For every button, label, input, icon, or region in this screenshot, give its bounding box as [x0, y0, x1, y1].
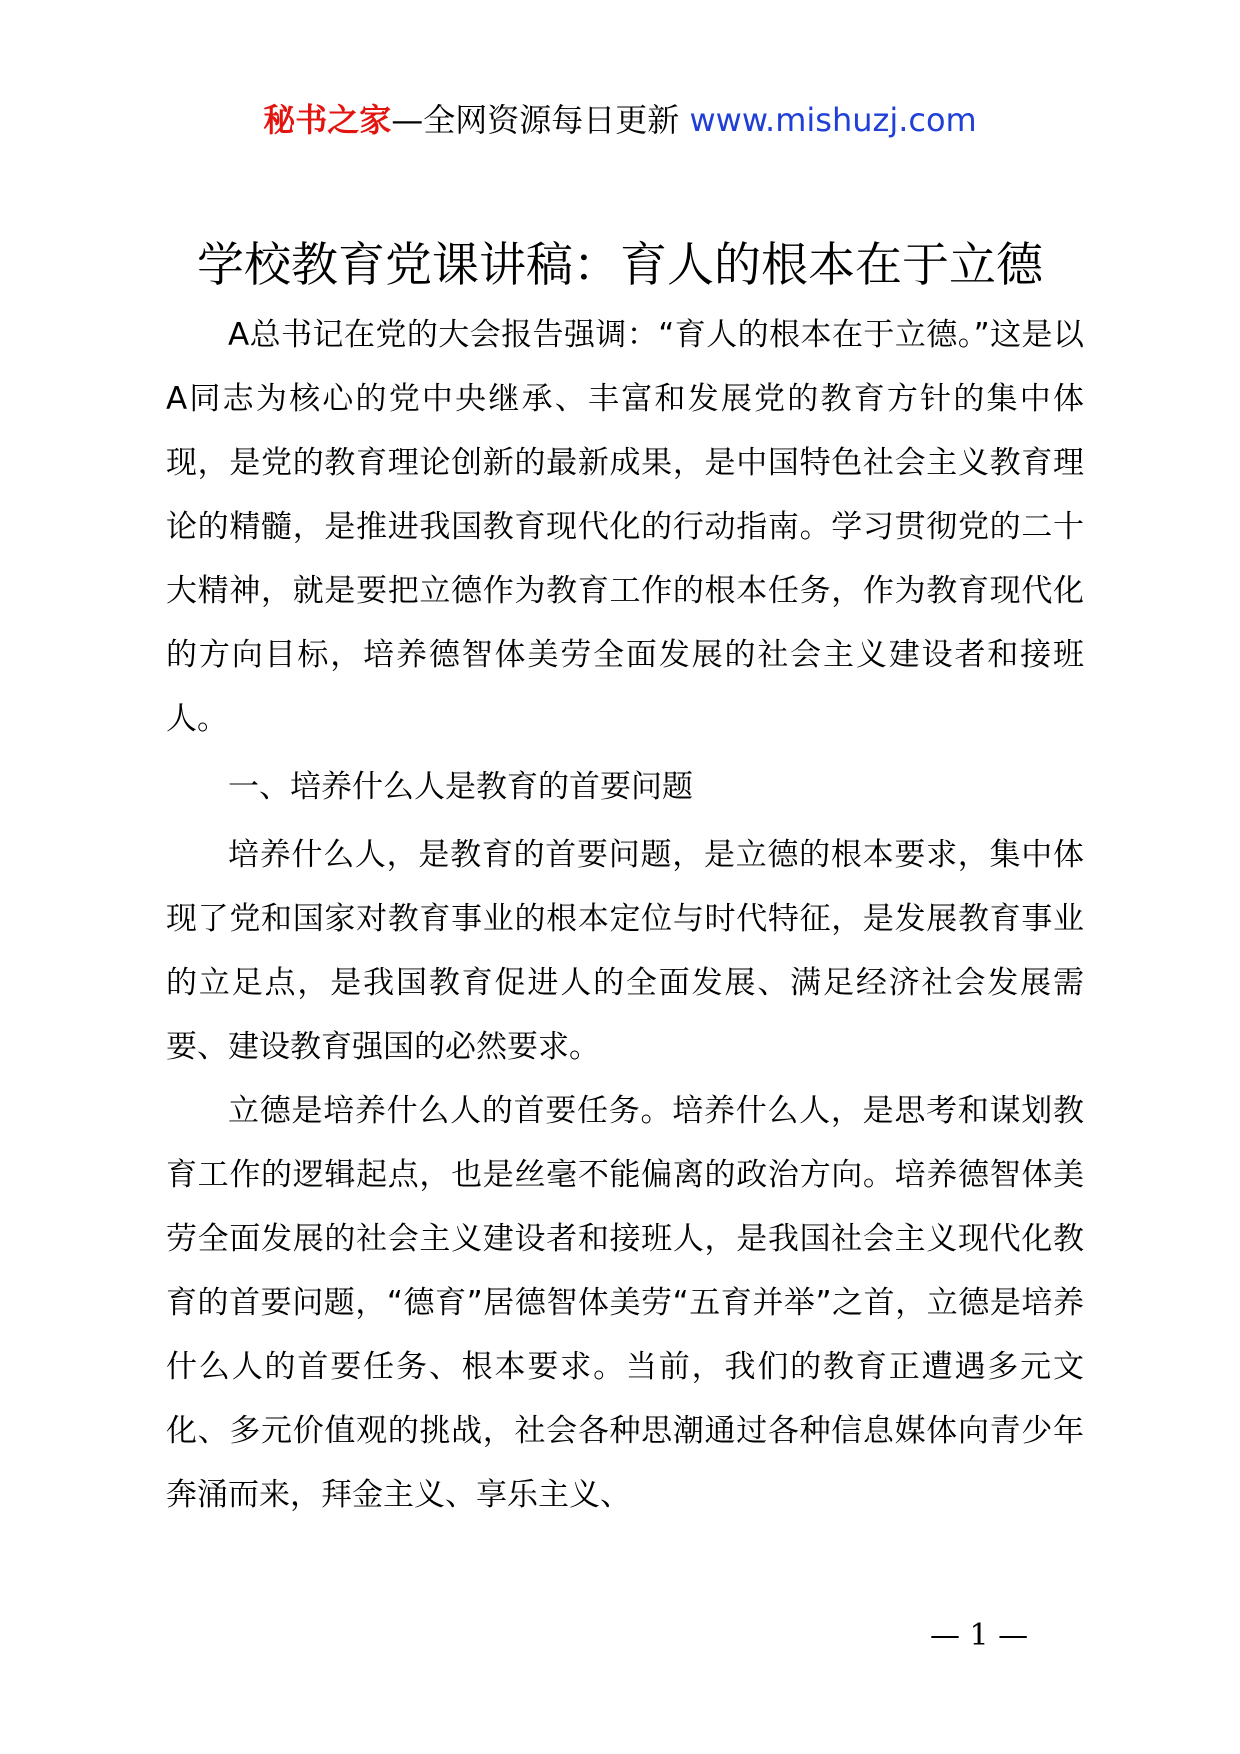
- site-banner: [0, 100, 1240, 140]
- site-url-link[interactable]: www.mishuzj.com: [689, 101, 977, 139]
- page-number: — 1 —: [930, 1618, 1029, 1653]
- banner-slogan: —全网资源每日更新: [391, 101, 680, 139]
- document-body: [166, 303, 1084, 1527]
- brand-name: 秘书之家: [263, 101, 392, 139]
- paragraph-lide: 立德是培养什么人的首要任务。培养什么人，是思考和谋划教育工作的逻辑起点，也是丝毫不能偏离的政治方向。培养德智体美劳全面发展的社会主义建设者和接班人，是我国社会主义现代化教育的首要问题，“德育”居德智体美劳“五育并举”之首，立德是培养什么人的首要任务、根本要求。当前，我们的教育正遭遇多元文化、多元价值观的挑战，社会各种思潮通过各种信息媒体向青少年奔涌而来，拜金主义、享乐主义、: [166, 1093, 1084, 1513]
- paragraph-intro: A总书记在党的大会报告强调：“育人的根本在于立德。”这是以A同志为核心的党中央继承、丰富和发展党的教育方针的集中体现，是党的教育理论创新的最新成果，是中国特色社会主义教育理论的精髓，是推进我国教育现代化的行动指南。学习贯彻党的二十大精神，就是要把立德作为教育工作的根本任务，作为教育现代化的方向目标，培养德智体美劳全面发展的社会主义建设者和接班人。: [166, 317, 1084, 737]
- paragraph-section-1: 培养什么人，是教育的首要问题，是立德的根本要求，集中体现了党和国家对教育事业的根本定位与时代特征，是发展教育事业的立足点，是我国教育促进人的全面发展、满足经济社会发展需要、建设教育强国的必然要求。: [166, 837, 1084, 1065]
- section-heading-1: 一、培养什么人是教育的首要问题: [228, 769, 693, 805]
- document-title: 学校教育党课讲稿：育人的根本在于立德: [197, 238, 1043, 293]
